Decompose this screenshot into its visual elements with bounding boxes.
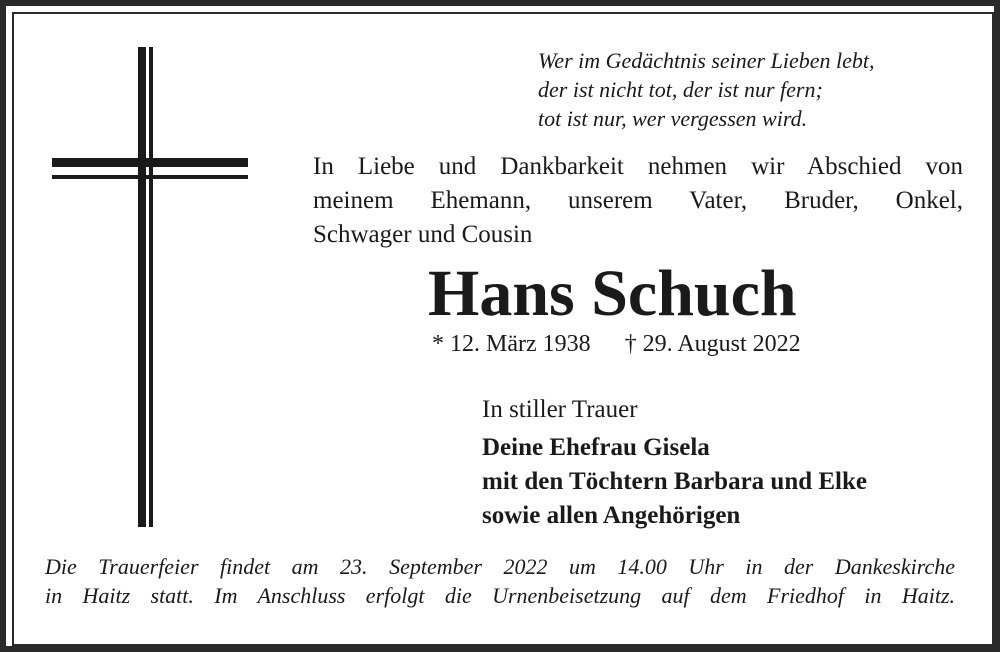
quote-line: der ist nicht tot, der ist nur fern; (538, 77, 823, 102)
farewell-intro (313, 150, 963, 252)
intro-line: meinem Ehemann, unserem Vater, Bruder, Onkel, (313, 187, 963, 214)
memorial-quote (538, 46, 874, 133)
quote-line: tot ist nur, wer vergessen wird. (538, 106, 808, 131)
funeral-line: in Haitz statt. Im Anschluss erfolgt die Urnenbeisetzung auf dem Friedhof in Haitz. (45, 583, 955, 608)
family-signature (482, 431, 867, 533)
intro-line: Schwager und Cousin (313, 221, 533, 248)
life-dates (432, 329, 801, 359)
birth-date: * 12. März 1938 (432, 331, 591, 357)
funeral-notice (45, 552, 955, 610)
death-date: † 29. August 2022 (624, 331, 801, 357)
family-line: Deine Ehefrau Gisela (482, 434, 710, 461)
funeral-line: Die Trauerfeier findet am 23. September 2022 um 14.00 Uhr in der Dankeskirche (45, 554, 955, 579)
cross-icon (52, 47, 248, 527)
quote-line: Wer im Gedächtnis seiner Lieben lebt, (538, 48, 875, 73)
family-line: mit den Töchtern Barbara und Elke (482, 468, 867, 495)
intro-line: In Liebe und Dankbarkeit nehmen wir Abschied von (313, 153, 963, 180)
mourning-label: In stiller Trauer (482, 396, 638, 423)
deceased-name: Hans Schuch (428, 257, 797, 330)
family-line: sowie allen Angehörigen (482, 502, 741, 529)
